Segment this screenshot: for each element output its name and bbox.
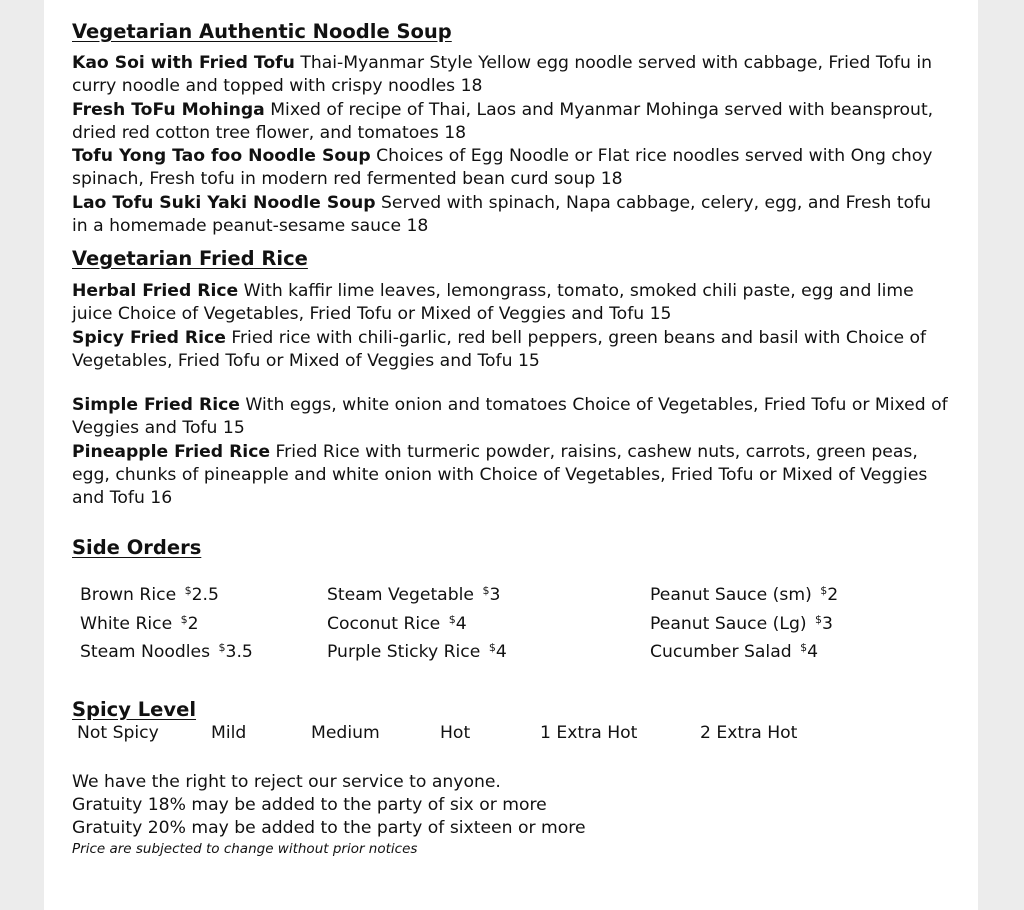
item-description: Mixed of recipe of Thai, Laos and Myanmar Mohinga served with beansprout, dried red cotton tree flower, and tomatoes 18 <box>72 99 934 143</box>
side-orders-heading: Side Orders <box>72 536 202 559</box>
currency-symbol: $ <box>218 641 226 654</box>
side-order-item <box>650 579 838 608</box>
item-name: Tofu Yong Tao foo Noodle Soup <box>72 146 371 167</box>
side-order-item <box>80 636 253 665</box>
side-order-name: Brown Rice <box>80 585 182 605</box>
menu-item-herbal-fried-rice <box>72 280 952 327</box>
menu-item-pineapple-fried-rice <box>72 441 952 511</box>
item-name: Kao Soi with Fried Tofu <box>72 53 295 73</box>
side-order-item <box>327 579 507 608</box>
item-description: With kaffir lime leaves, lemongrass, tomato, smoked chili paste, egg and lime juice Choice of Vegetables, Fried Tofu or Mixed of Veggies and Tofu 15 <box>72 281 914 325</box>
side-order-price: 2 <box>827 585 839 605</box>
menu-item-yong-tao-foo <box>72 145 952 192</box>
currency-symbol: $ <box>815 612 823 626</box>
currency-symbol: $ <box>820 584 828 597</box>
spicy-level-2-extra-hot: 2 Extra Hot <box>700 723 798 743</box>
noodle-soup-heading: Vegetarian Authentic Noodle Soup <box>72 20 452 43</box>
currency-symbol: $ <box>488 641 496 654</box>
item-description: Thai-Myanmar Style Yellow egg noodle served with cabbage, Fried Tofu in curry noodle and topped with crispy noodles 18 <box>72 53 932 97</box>
item-description: Served with spinach, Napa cabbage, celery, egg, and Fresh tofu in a homemade peanut-sesame sauce 18 <box>72 192 932 237</box>
currency-symbol: $ <box>800 641 808 654</box>
menu-item-spicy-fried-rice <box>72 327 952 374</box>
side-order-item <box>650 636 838 665</box>
side-order-price: 3 <box>822 613 833 634</box>
spicy-level-1-extra-hot: 1 Extra Hot <box>540 723 638 743</box>
spicy-level-list <box>72 723 962 747</box>
side-order-name: Peanut Sauce (sm) <box>650 585 818 605</box>
side-orders-column <box>650 579 838 665</box>
policy-note: Gratuity 18% may be added to the party of six or more <box>72 795 547 815</box>
side-order-item <box>327 636 507 665</box>
side-order-name: Peanut Sauce (Lg) <box>650 613 813 634</box>
menu-item-kao-soi <box>72 52 952 99</box>
currency-symbol: $ <box>180 612 188 626</box>
side-order-price: 4 <box>495 642 507 662</box>
side-orders-column <box>327 579 507 665</box>
side-order-price: 4 <box>807 642 819 662</box>
spicy-level-heading: Spicy Level <box>72 698 197 721</box>
menu-item-simple-fried-rice <box>72 394 952 441</box>
side-order-price: 2.5 <box>191 585 219 605</box>
side-order-name: Cucumber Salad <box>650 642 798 662</box>
menu-item-mohinga <box>72 99 952 146</box>
currency-symbol: $ <box>184 584 192 597</box>
item-description: Choices of Egg Noodle or Flat rice noodles served with Ong choy spinach, Fresh tofu in modern red fermented bean curd soup 18 <box>72 146 933 190</box>
item-description: Fried rice with chili-garlic, red bell peppers, green beans and basil with Choice of Vegetables, Fried Tofu or Mixed of Veggies and Tofu 15 <box>72 327 927 371</box>
side-order-item <box>80 579 253 608</box>
item-name: Fresh ToFu Mohinga <box>72 99 265 120</box>
side-order-price: 3.5 <box>225 642 253 662</box>
price-disclaimer: Price are subjected to change without prior notices <box>72 841 418 857</box>
policy-note: We have the right to reject our service to anyone. <box>72 772 501 792</box>
currency-symbol: $ <box>448 612 456 626</box>
side-order-item <box>650 608 838 637</box>
side-order-name: White Rice <box>80 613 178 634</box>
currency-symbol: $ <box>482 584 490 597</box>
item-name: Lao Tofu Suki Yaki Noodle Soup <box>72 192 376 213</box>
fried-rice-list <box>72 280 952 511</box>
side-order-item <box>80 608 253 637</box>
spicy-level-hot: Hot <box>440 723 471 743</box>
item-name: Herbal Fried Rice <box>72 281 239 301</box>
noodle-soup-list <box>72 52 952 238</box>
side-order-item <box>327 608 507 637</box>
side-order-price: 2 <box>187 613 199 634</box>
item-description: With eggs, white onion and tomatoes Choice of Vegetables, Fried Tofu or Mixed of Veggies and Tofu 15 <box>72 395 948 439</box>
menu-page <box>44 0 978 910</box>
side-order-name: Steam Vegetable <box>327 585 480 605</box>
menu-item-suki-yaki <box>72 192 952 239</box>
fried-rice-heading: Vegetarian Fried Rice <box>72 247 308 270</box>
side-order-name: Coconut Rice <box>327 613 446 634</box>
side-order-price: 4 <box>455 613 467 634</box>
spicy-level-mild: Mild <box>211 723 247 743</box>
policy-notes <box>72 771 586 858</box>
item-name: Spicy Fried Rice <box>72 327 226 348</box>
item-name: Pineapple Fried Rice <box>72 441 271 462</box>
item-description: Fried Rice with turmeric powder, raisins, cashew nuts, carrots, green peas, egg, chunks of pineapple and white onion with Choice of Vegetables, Fried Tofu or Mixed of Veggies and Tofu 16 <box>72 441 928 509</box>
side-order-name: Purple Sticky Rice <box>327 642 486 662</box>
spicy-level-medium: Medium <box>311 723 380 743</box>
item-name: Simple Fried Rice <box>72 395 240 416</box>
spacer <box>72 373 952 394</box>
side-order-name: Steam Noodles <box>80 642 216 662</box>
side-order-price: 3 <box>489 585 501 605</box>
side-orders-column <box>80 579 253 665</box>
spicy-level-not-spicy: Not Spicy <box>77 723 159 743</box>
policy-note: Gratuity 20% may be added to the party of sixteen or more <box>72 818 586 838</box>
